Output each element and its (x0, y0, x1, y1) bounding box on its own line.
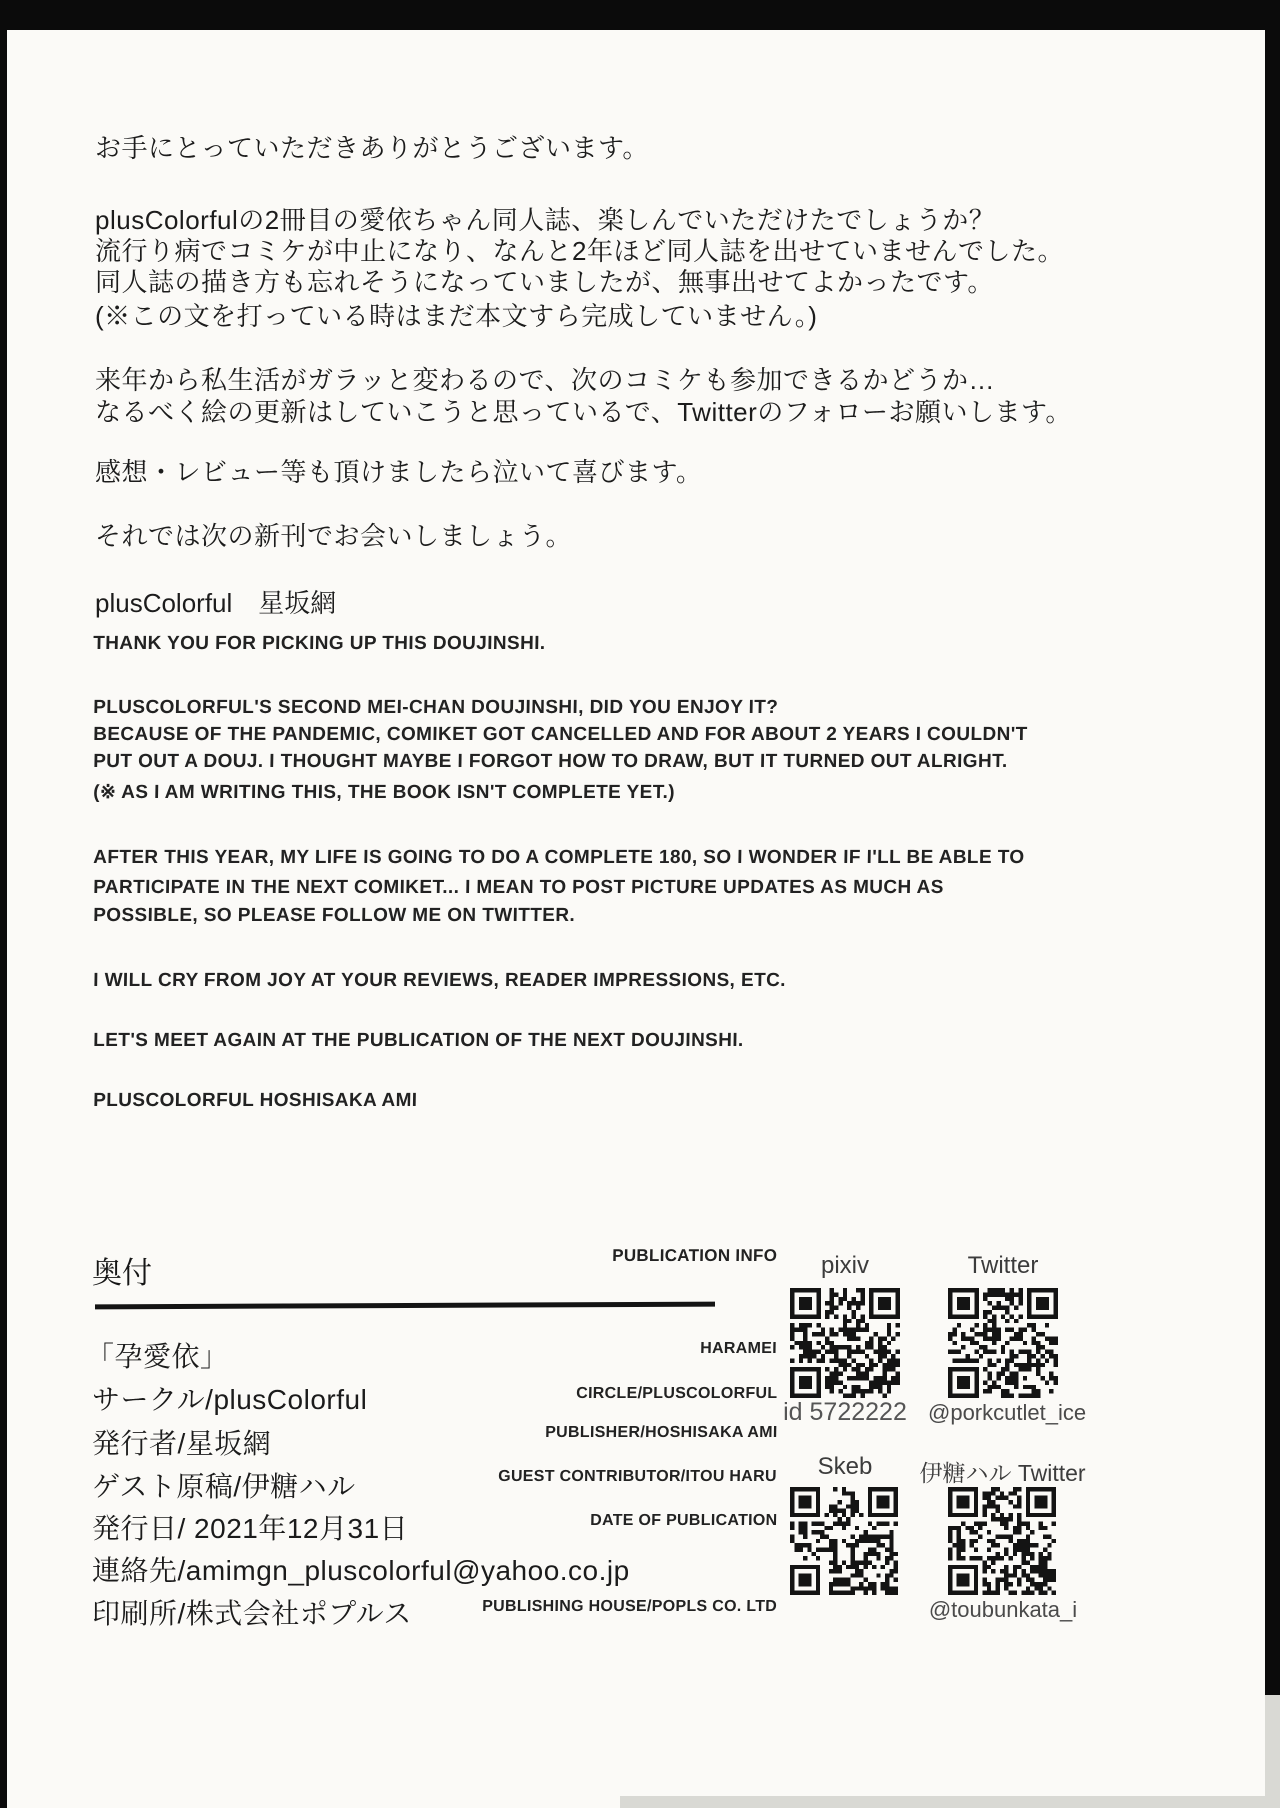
skeb-qr-label: Skeb (817, 1453, 873, 1480)
afterword-en-line: PARTICIPATE IN THE NEXT COMIKET... I MEAN TO POST PICTURE UPDATES AS MUCH AS (93, 877, 945, 898)
afterword-ja-line: plusColorfulの2冊目の愛依ちゃん同人誌、楽しんでいただけたでしょうか？ (95, 205, 996, 235)
afterword-ja-line: 流行り病でコミケが中止になり、なんと2年ほど同人誌を出せていませんでした。 (95, 236, 1064, 266)
colophon-heading-en: PUBLICATION INFO (612, 1246, 778, 1265)
colophon-publisher-ja: 発行者/星坂網 (92, 1428, 272, 1459)
afterword-en-line: AFTER THIS YEAR, MY LIFE IS GOING TO DO A COMPLETE 180, SO I WONDER IF I'LL BE ABLE TO (93, 847, 1025, 868)
guest-twitter-qr-caption: @toubunkata_i (928, 1597, 1078, 1622)
scan-border-right (1265, 0, 1280, 1695)
afterword-ja-line: お手にとっていただきありがとうございます。 (95, 133, 649, 163)
scan-border-top (0, 0, 1280, 30)
scan-border-left (0, 28, 7, 1808)
afterword-ja-line: (※この文を打っている時はまだ本文すら完成していません。) (95, 301, 818, 331)
afterword-en-line: I WILL CRY FROM JOY AT YOUR REVIEWS, READER IMPRESSIONS, ETC. (93, 970, 787, 991)
scan-border-bottom-shadow (620, 1796, 1280, 1808)
colophon-contact-ja: 連絡先/amimgn_pluscolorful@yahoo.co.jp (92, 1555, 630, 1586)
colophon-printer-en: PUBLISHING HOUSE/POPLS CO. LTD (482, 1598, 778, 1615)
twitter-qr-caption: @porkcutlet_ice (928, 1400, 1087, 1425)
colophon-guest-ja: ゲスト原稿/伊糖ハル (92, 1471, 356, 1502)
afterword-ja-line: 同人誌の描き方も忘れそうになっていましたが、無事出せてよかったです。 (95, 267, 994, 297)
afterword-ja-line: 感想・レビュー等も頂けましたら泣いて喜びます。 (95, 457, 703, 487)
afterword-ja-signature: plusColorful 星坂網 (95, 588, 337, 618)
twitter-qr-code (948, 1288, 1058, 1398)
colophon-divider-line (95, 1302, 715, 1310)
colophon-date-en: DATE OF PUBLICATION (589, 1512, 778, 1529)
twitter-qr-label: Twitter (967, 1252, 1039, 1279)
afterword-en-line: POSSIBLE, SO PLEASE FOLLOW ME ON TWITTER. (93, 905, 576, 926)
colophon-date-ja: 発行日/ 2021年12月31日 (92, 1513, 409, 1544)
skeb-qr-code (790, 1487, 898, 1595)
pixiv-qr-label: pixiv (820, 1252, 869, 1279)
colophon-title-ja: 「孕愛依」 (86, 1341, 229, 1372)
pixiv-qr-caption: id 5722222 (783, 1398, 907, 1426)
colophon-printer-ja: 印刷所/株式会社ポプルス (92, 1598, 412, 1629)
colophon-circle-en: CIRCLE/PLUSCOLORFUL (575, 1385, 778, 1402)
afterword-en-line: LET'S MEET AGAIN AT THE PUBLICATION OF THE NEXT DOUJINSHI. (93, 1030, 744, 1051)
afterword-ja-line: 来年から私生活がガラッと変わるので、次のコミケも参加できるかどうか… (95, 365, 995, 395)
pixiv-qr-code (790, 1288, 900, 1398)
guest-twitter-qr-label: 伊糖ハル Twitter (919, 1460, 1086, 1486)
scan-border-right-shadow (1265, 1695, 1280, 1808)
afterword-en-line: PLUSCOLORFUL'S SECOND MEI-CHAN DOUJINSHI, DID YOU ENJOY IT? (93, 697, 779, 718)
colophon-heading-ja: 奥付 (92, 1257, 152, 1290)
colophon-title-en: HARAMEI (700, 1340, 778, 1357)
afterword-ja-line: それでは次の新刊でお会いしましょう。 (95, 521, 573, 551)
colophon-circle-ja: サークル/plusColorful (92, 1384, 368, 1415)
afterword-en-line: (※ AS I AM WRITING THIS, THE BOOK ISN'T COMPLETE YET.) (93, 782, 676, 803)
afterword-en-line: PUT OUT A DOUJ. I THOUGHT MAYBE I FORGOT HOW TO DRAW, BUT IT TURNED OUT ALRIGHT. (93, 751, 1008, 772)
afterword-en-signature: PLUSCOLORFUL HOSHISAKA AMI (93, 1090, 418, 1111)
afterword-en-line: THANK YOU FOR PICKING UP THIS DOUJINSHI. (93, 633, 546, 654)
guest-twitter-qr-code (948, 1487, 1056, 1595)
colophon-publisher-en: PUBLISHER/HOSHISAKA AMI (544, 1424, 778, 1441)
afterword-ja-line: なるべく絵の更新はしていこうと思っているで、Twitterのフォローお願いします。 (95, 397, 1072, 427)
afterword-en-line: BECAUSE OF THE PANDEMIC, COMIKET GOT CANCELLED AND FOR ABOUT 2 YEARS I COULDN'T (93, 724, 1028, 745)
colophon-guest-en: GUEST CONTRIBUTOR/ITOU HARU (498, 1468, 778, 1485)
